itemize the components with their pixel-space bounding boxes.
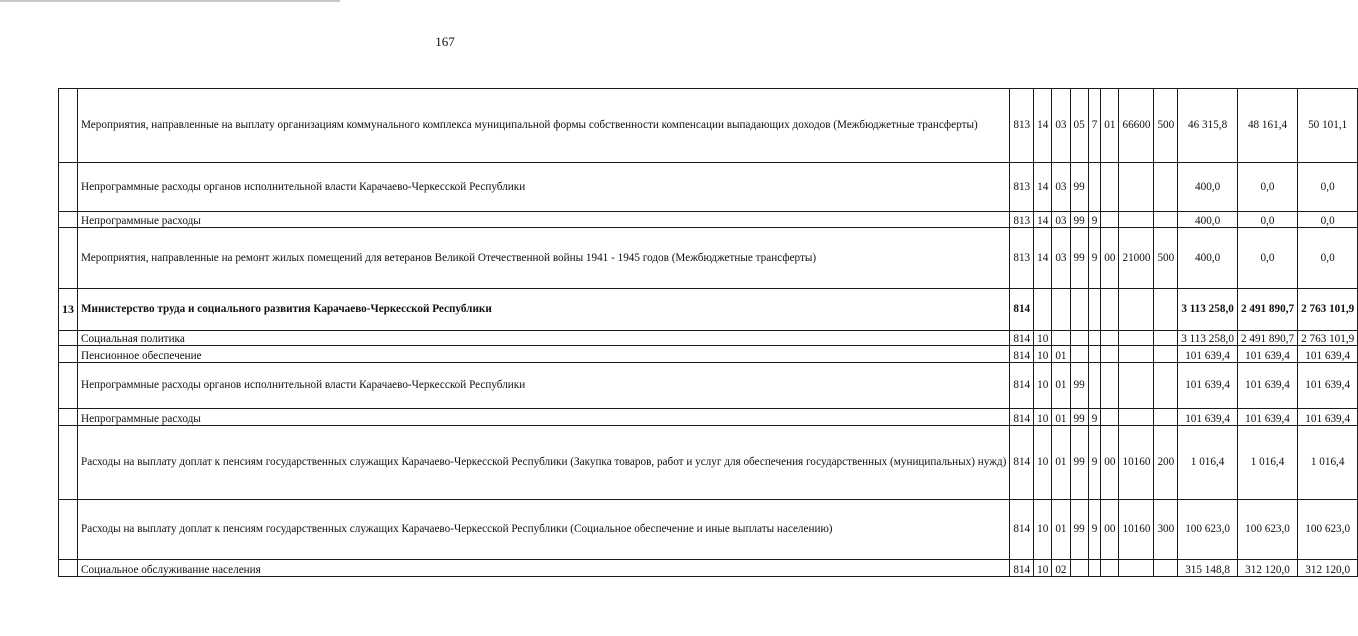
cell-rz: 10 xyxy=(1034,560,1052,577)
table-row xyxy=(59,346,1358,363)
cell-vr xyxy=(1154,409,1178,426)
cell-year2: 0,0 xyxy=(1237,212,1297,228)
cell-subprogram: 9 xyxy=(1088,500,1101,560)
cell-rz: 14 xyxy=(1034,228,1052,289)
cell-year3: 1 016,4 xyxy=(1298,426,1358,500)
cell-subprogram: 7 xyxy=(1088,89,1101,163)
cell-year1: 400,0 xyxy=(1178,163,1238,212)
cell-program xyxy=(1070,331,1088,346)
cell-year3: 2 763 101,9 xyxy=(1298,289,1358,331)
cell-rz: 10 xyxy=(1034,409,1052,426)
cell-year1: 3 113 258,0 xyxy=(1178,331,1238,346)
cell-name: Непрограммные расходы органов исполнительной власти Карачаево-Черкесской Республики xyxy=(78,363,1010,409)
cell-rz: 10 xyxy=(1034,426,1052,500)
cell-direction: 66600 xyxy=(1119,89,1154,163)
cell-program: 99 xyxy=(1070,363,1088,409)
cell-year1: 1 016,4 xyxy=(1178,426,1238,500)
cell-year2: 0,0 xyxy=(1237,228,1297,289)
cell-pr xyxy=(1052,289,1070,331)
cell-num xyxy=(59,228,78,289)
cell-subprogram xyxy=(1088,331,1101,346)
cell-num: 13 xyxy=(59,289,78,331)
table-row xyxy=(59,560,1358,577)
cell-direction xyxy=(1119,560,1154,577)
cell-year2: 0,0 xyxy=(1237,163,1297,212)
cell-year2: 1 016,4 xyxy=(1237,426,1297,500)
cell-rz: 14 xyxy=(1034,163,1052,212)
table-row xyxy=(59,89,1358,163)
cell-name: Социальное обслуживание населения xyxy=(78,560,1010,577)
cell-year2: 2 491 890,7 xyxy=(1237,289,1297,331)
table-row xyxy=(59,331,1358,346)
cell-pr: 03 xyxy=(1052,89,1070,163)
cell-main-activity xyxy=(1101,212,1119,228)
cell-num xyxy=(59,346,78,363)
cell-pr: 03 xyxy=(1052,228,1070,289)
cell-num xyxy=(59,331,78,346)
cell-ved: 814 xyxy=(1010,560,1034,577)
cell-year2: 101 639,4 xyxy=(1237,363,1297,409)
top-rule xyxy=(0,0,340,2)
cell-year1: 46 315,8 xyxy=(1178,89,1238,163)
cell-year2: 2 491 890,7 xyxy=(1237,331,1297,346)
cell-main-activity: 01 xyxy=(1101,89,1119,163)
cell-main-activity: 00 xyxy=(1101,426,1119,500)
cell-year1: 101 639,4 xyxy=(1178,363,1238,409)
cell-main-activity xyxy=(1101,363,1119,409)
cell-pr: 03 xyxy=(1052,212,1070,228)
cell-program: 99 xyxy=(1070,212,1088,228)
cell-vr xyxy=(1154,363,1178,409)
cell-main-activity xyxy=(1101,409,1119,426)
cell-pr: 01 xyxy=(1052,500,1070,560)
cell-year1: 101 639,4 xyxy=(1178,346,1238,363)
cell-ved: 814 xyxy=(1010,409,1034,426)
table-row xyxy=(59,500,1358,560)
cell-ved: 813 xyxy=(1010,212,1034,228)
table-row xyxy=(59,363,1358,409)
cell-pr: 01 xyxy=(1052,426,1070,500)
cell-name: Министерство труда и социального развития Карачаево-Черкесской Республики xyxy=(78,289,1010,331)
cell-year3: 312 120,0 xyxy=(1298,560,1358,577)
cell-name: Расходы на выплату доплат к пенсиям государственных служащих Карачаево-Черкесской Республики (Закупка товаров, работ и услуг для обеспечения государственных (муниципальных) нужд) xyxy=(78,426,1010,500)
cell-rz: 14 xyxy=(1034,89,1052,163)
cell-year1: 400,0 xyxy=(1178,228,1238,289)
cell-program: 99 xyxy=(1070,500,1088,560)
cell-rz: 10 xyxy=(1034,346,1052,363)
cell-name: Непрограммные расходы xyxy=(78,212,1010,228)
cell-pr: 02 xyxy=(1052,560,1070,577)
cell-vr: 500 xyxy=(1154,228,1178,289)
cell-subprogram xyxy=(1088,560,1101,577)
cell-ved: 814 xyxy=(1010,500,1034,560)
cell-rz: 10 xyxy=(1034,363,1052,409)
cell-vr xyxy=(1154,163,1178,212)
cell-program xyxy=(1070,289,1088,331)
cell-num xyxy=(59,163,78,212)
cell-rz: 10 xyxy=(1034,500,1052,560)
table-row xyxy=(59,426,1358,500)
cell-program: 99 xyxy=(1070,426,1088,500)
cell-direction: 10160 xyxy=(1119,426,1154,500)
cell-ved: 814 xyxy=(1010,289,1034,331)
cell-num xyxy=(59,560,78,577)
cell-year3: 0,0 xyxy=(1298,163,1358,212)
cell-rz: 14 xyxy=(1034,212,1052,228)
table-row xyxy=(59,163,1358,212)
cell-name: Мероприятия, направленные на выплату организациям коммунального комплекса муниципальной формы собственности компенсации выпадающих доходов (Межбюджетные трансферты) xyxy=(78,89,1010,163)
cell-year2: 101 639,4 xyxy=(1237,409,1297,426)
cell-main-activity: 00 xyxy=(1101,500,1119,560)
cell-vr xyxy=(1154,331,1178,346)
cell-direction: 21000 xyxy=(1119,228,1154,289)
cell-name: Социальная политика xyxy=(78,331,1010,346)
cell-ved: 813 xyxy=(1010,89,1034,163)
cell-year1: 3 113 258,0 xyxy=(1178,289,1238,331)
cell-pr: 01 xyxy=(1052,409,1070,426)
cell-name: Расходы на выплату доплат к пенсиям государственных служащих Карачаево-Черкесской Республики (Социальное обеспечение и иные выплаты населению) xyxy=(78,500,1010,560)
cell-pr: 01 xyxy=(1052,363,1070,409)
cell-ved: 814 xyxy=(1010,346,1034,363)
cell-num xyxy=(59,89,78,163)
cell-subprogram: 9 xyxy=(1088,426,1101,500)
cell-program: 99 xyxy=(1070,228,1088,289)
cell-year3: 0,0 xyxy=(1298,228,1358,289)
cell-year1: 100 623,0 xyxy=(1178,500,1238,560)
cell-vr xyxy=(1154,560,1178,577)
cell-subprogram xyxy=(1088,289,1101,331)
cell-direction xyxy=(1119,363,1154,409)
table-row xyxy=(59,212,1358,228)
cell-ved: 814 xyxy=(1010,331,1034,346)
cell-year2: 312 120,0 xyxy=(1237,560,1297,577)
cell-name: Мероприятия, направленные на ремонт жилых помещений для ветеранов Великой Отечественной войны 1941 - 1945 годов (Межбюджетные трансферты) xyxy=(78,228,1010,289)
cell-main-activity xyxy=(1101,560,1119,577)
cell-name: Пенсионное обеспечение xyxy=(78,346,1010,363)
cell-ved: 813 xyxy=(1010,163,1034,212)
cell-num xyxy=(59,363,78,409)
cell-direction xyxy=(1119,346,1154,363)
cell-year3: 101 639,4 xyxy=(1298,409,1358,426)
cell-pr xyxy=(1052,331,1070,346)
cell-year2: 48 161,4 xyxy=(1237,89,1297,163)
cell-num xyxy=(59,426,78,500)
cell-program: 99 xyxy=(1070,163,1088,212)
cell-num xyxy=(59,212,78,228)
cell-name: Непрограммные расходы xyxy=(78,409,1010,426)
cell-year3: 101 639,4 xyxy=(1298,346,1358,363)
cell-year3: 100 623,0 xyxy=(1298,500,1358,560)
cell-main-activity xyxy=(1101,331,1119,346)
table-row xyxy=(59,289,1358,331)
cell-subprogram: 9 xyxy=(1088,409,1101,426)
cell-main-activity xyxy=(1101,346,1119,363)
cell-name: Непрограммные расходы органов исполнительной власти Карачаево-Черкесской Республики xyxy=(78,163,1010,212)
cell-vr xyxy=(1154,346,1178,363)
table-row xyxy=(59,409,1358,426)
cell-program: 99 xyxy=(1070,409,1088,426)
cell-rz xyxy=(1034,289,1052,331)
cell-vr: 200 xyxy=(1154,426,1178,500)
cell-vr xyxy=(1154,212,1178,228)
cell-year2: 100 623,0 xyxy=(1237,500,1297,560)
cell-ved: 814 xyxy=(1010,426,1034,500)
cell-direction xyxy=(1119,212,1154,228)
cell-ved: 813 xyxy=(1010,228,1034,289)
cell-year3: 50 101,1 xyxy=(1298,89,1358,163)
cell-direction: 10160 xyxy=(1119,500,1154,560)
cell-year3: 101 639,4 xyxy=(1298,363,1358,409)
cell-num xyxy=(59,409,78,426)
cell-subprogram xyxy=(1088,346,1101,363)
cell-year1: 400,0 xyxy=(1178,212,1238,228)
budget-table xyxy=(58,88,1358,577)
cell-pr: 03 xyxy=(1052,163,1070,212)
cell-subprogram xyxy=(1088,363,1101,409)
cell-year1: 101 639,4 xyxy=(1178,409,1238,426)
cell-year2: 101 639,4 xyxy=(1237,346,1297,363)
cell-subprogram: 9 xyxy=(1088,228,1101,289)
cell-vr xyxy=(1154,289,1178,331)
cell-num xyxy=(59,500,78,560)
cell-program xyxy=(1070,346,1088,363)
table-row xyxy=(59,228,1358,289)
cell-pr: 01 xyxy=(1052,346,1070,363)
cell-subprogram: 9 xyxy=(1088,212,1101,228)
cell-direction xyxy=(1119,289,1154,331)
cell-direction xyxy=(1119,331,1154,346)
cell-ved: 814 xyxy=(1010,363,1034,409)
cell-subprogram xyxy=(1088,163,1101,212)
cell-direction xyxy=(1119,409,1154,426)
cell-vr: 300 xyxy=(1154,500,1178,560)
page-number: 167 xyxy=(435,34,455,49)
cell-year1: 315 148,8 xyxy=(1178,560,1238,577)
cell-rz: 10 xyxy=(1034,331,1052,346)
cell-main-activity xyxy=(1101,163,1119,212)
cell-program: 05 xyxy=(1070,89,1088,163)
cell-program xyxy=(1070,560,1088,577)
cell-year3: 0,0 xyxy=(1298,212,1358,228)
cell-main-activity xyxy=(1101,289,1119,331)
cell-main-activity: 00 xyxy=(1101,228,1119,289)
cell-vr: 500 xyxy=(1154,89,1178,163)
cell-direction xyxy=(1119,163,1154,212)
cell-year3: 2 763 101,9 xyxy=(1298,331,1358,346)
